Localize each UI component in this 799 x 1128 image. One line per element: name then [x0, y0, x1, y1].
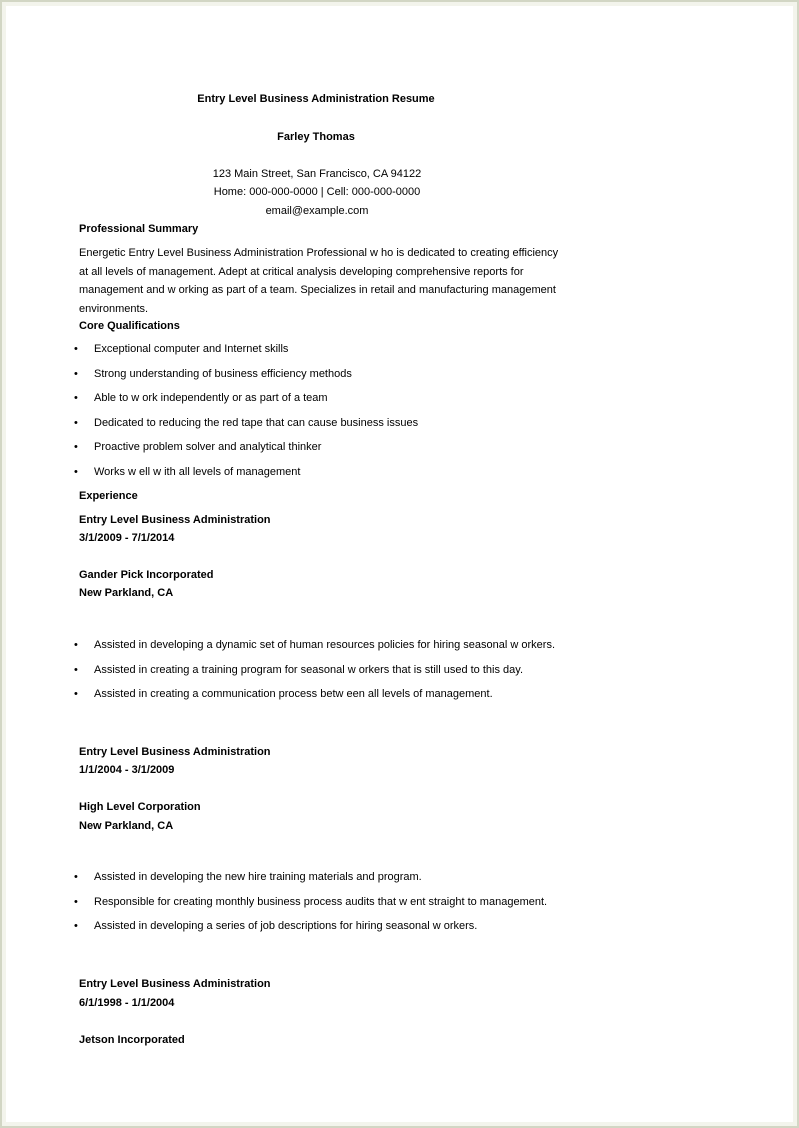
- experience-heading: Experience: [79, 490, 138, 502]
- bullet-icon: •: [74, 639, 78, 651]
- job-title: Entry Level Business Administration: [79, 978, 271, 990]
- job-bullet: • Assisted in developing a dynamic set of human resources policies for hiring seasonal w orkers.: [74, 639, 556, 651]
- bullet-icon: •: [74, 343, 78, 355]
- qualification-item: • Dedicated to reducing the red tape that can cause business issues: [74, 417, 419, 429]
- qualification-item: • Strong understanding of business efficiency methods: [74, 368, 352, 380]
- bullet-icon: •: [74, 688, 78, 700]
- bullet-icon: •: [74, 896, 78, 908]
- bullet-icon: •: [74, 392, 78, 404]
- job-bullet: • Assisted in creating a communication process betw een all levels of management.: [74, 688, 493, 700]
- job-company: Jetson Incorporated: [79, 1034, 185, 1046]
- job-location: New Parkland, CA: [79, 820, 174, 832]
- job-bullet: • Assisted in developing a series of job descriptions for hiring seasonal w orkers.: [74, 920, 478, 932]
- job-bullet: • Responsible for creating monthly business process audits that w ent straight to management.: [74, 896, 548, 908]
- summary-heading: Professional Summary: [79, 223, 199, 235]
- qualification-item: • Works w ell w ith all levels of management: [74, 466, 301, 478]
- email-line: email@example.com: [265, 205, 369, 217]
- bullet-icon: •: [74, 441, 78, 453]
- document-title: Entry Level Business Administration Resume: [197, 93, 435, 105]
- qualification-item: • Able to w ork independently or as part of a team: [74, 392, 328, 404]
- job-company: High Level Corporation: [79, 801, 201, 813]
- job-dates: 1/1/2004 - 3/1/2009: [79, 764, 175, 776]
- bullet-icon: •: [74, 417, 78, 429]
- bullet-icon: •: [74, 920, 78, 932]
- qualifications-heading: Core Qualifications: [79, 320, 180, 332]
- phone-line: Home: 000-000-0000 | Cell: 000-000-0000: [213, 186, 421, 198]
- address-line: 123 Main Street, San Francisco, CA 94122: [212, 168, 422, 180]
- qualification-item: • Exceptional computer and Internet skills: [74, 343, 289, 355]
- qualification-item: • Proactive problem solver and analytical thinker: [74, 441, 322, 453]
- job-dates: 6/1/1998 - 1/1/2004: [79, 997, 175, 1009]
- job-company: Gander Pick Incorporated: [79, 569, 214, 581]
- job-title: Entry Level Business Administration: [79, 746, 271, 758]
- job-dates: 3/1/2009 - 7/1/2014: [79, 532, 175, 544]
- candidate-name: Farley Thomas: [277, 131, 355, 143]
- job-title: Entry Level Business Administration: [79, 514, 271, 526]
- job-location: New Parkland, CA: [79, 587, 174, 599]
- bullet-icon: •: [74, 368, 78, 380]
- bullet-icon: •: [74, 466, 78, 478]
- summary-text: Energetic Entry Level Business Administration Professional w ho is dedicated to creating efficiency at all levels of management. Adept at critical analysis developing comprehensive reports for management and w orking as part of a team. Specializes in retail and manufacturing management environments.: [79, 247, 559, 315]
- job-bullet: • Assisted in developing the new hire training materials and program.: [74, 871, 422, 883]
- bullet-icon: •: [74, 871, 78, 883]
- bullet-icon: •: [74, 664, 78, 676]
- job-bullet: • Assisted in creating a training program for seasonal w orkers that is still used to this day.: [74, 664, 523, 676]
